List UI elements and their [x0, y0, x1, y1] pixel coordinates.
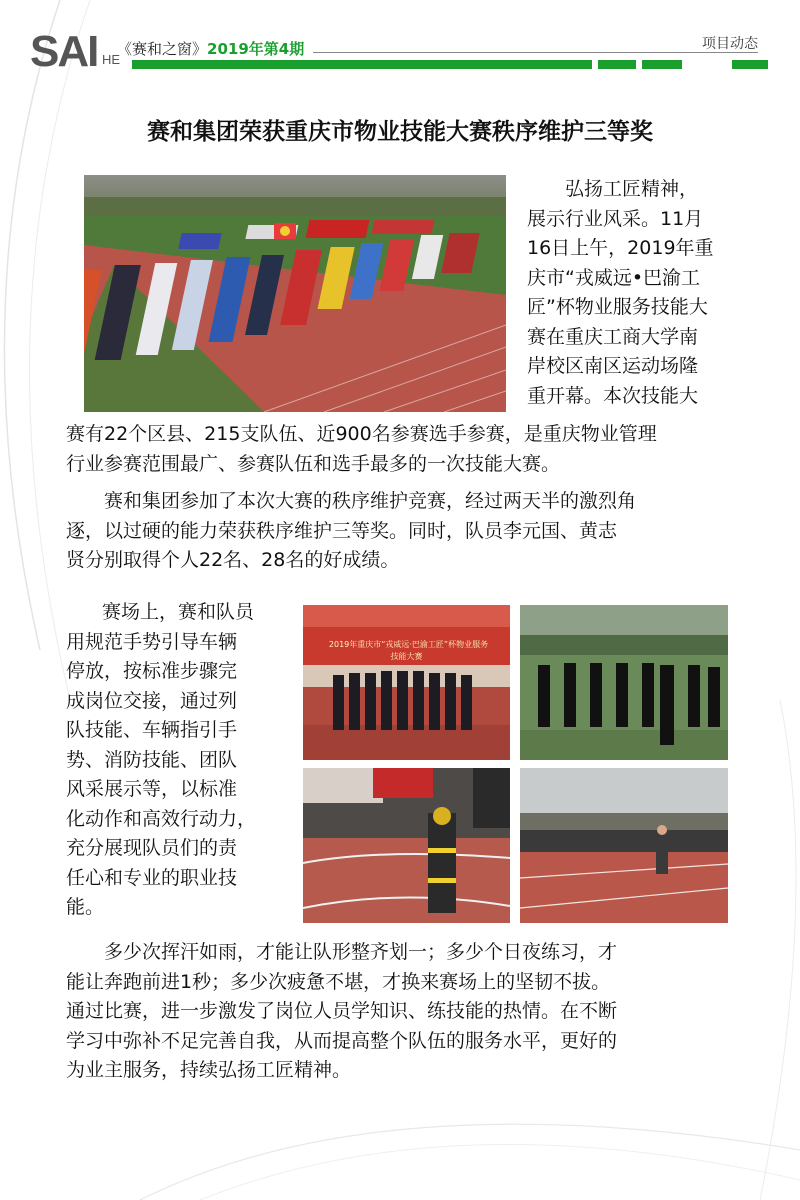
p1-full-line-1: 赛有22个区县、215支队伍、近900名参赛选手参赛，是重庆物业管理: [66, 423, 657, 445]
p2-line-2: 逐，以过硬的能力荣获秩序维护三等奖。同时，队员李元国、黄志: [66, 519, 618, 542]
running-race-photo: [520, 768, 728, 923]
firefighting-skill-photo: [303, 768, 510, 923]
header-rule: [313, 52, 758, 53]
p3-line-10: 任心和专业的职业技: [66, 866, 238, 889]
p3-line-6: 势、消防技能、团队: [66, 748, 238, 771]
p1-line-3: 16日上午，2019年重: [527, 237, 714, 259]
stage-banner-text: 2019年重庆市“戎威远·巴渝工匠”杯物业服务: [328, 640, 489, 649]
p1-line-6: 赛在重庆工商大学南: [527, 325, 699, 348]
p3-line-9: 充分展现队员们的责: [66, 837, 238, 859]
header-bar-seg-3: [732, 60, 768, 69]
p3-line-7: 风采展示等，以标准: [66, 778, 238, 800]
p3-line-3: 停放，按标准步骤完: [66, 660, 238, 682]
header-bar-seg-2: [642, 60, 682, 69]
p2-line-1: 赛和集团参加了本次大赛的秩序维护竞赛，经过两天半的激烈角: [104, 490, 637, 512]
header-bar-seg-1: [598, 60, 636, 69]
paragraph-1-full: [66, 420, 756, 479]
header-bar-main: [132, 60, 592, 69]
paragraph-2: [66, 487, 756, 576]
p4-line-1: 多少次挥汗如雨，才能让队形整齐划一；多少个日夜练习，才: [104, 941, 618, 963]
paragraph-4: [66, 938, 756, 1086]
paragraph-3: [66, 598, 291, 923]
paragraph-1-side: [527, 175, 745, 411]
p1-line-1: 弘扬工匠精神，: [565, 178, 699, 200]
p1-line-2: 展示行业风采。11月: [527, 207, 704, 230]
brand-logo-sub: HE: [102, 52, 121, 67]
issue-number: 2019年第4期: [207, 40, 305, 58]
p3-line-5: 队技能、车辆指引手: [66, 719, 238, 741]
p4-line-4: 学习中弥补不足完善自我，从而提高整个队伍的服务水平，更好的: [66, 1029, 618, 1052]
p1-line-4: 庆市“戎威远•巴渝工: [527, 266, 701, 289]
stadium-aerial-photo: [84, 175, 506, 412]
p3-line-11: 能。: [66, 896, 105, 918]
p3-line-4: 成岗位交接，通过列: [66, 689, 238, 712]
p4-line-3: 通过比赛，进一步激发了岗位人员学知识、练技能的热情。在不断: [66, 1000, 618, 1022]
p1-line-8: 重开幕。本次技能大: [527, 384, 699, 407]
p3-line-8: 化动作和高效行动力，: [66, 807, 257, 830]
issue-prefix: 《赛和之窗》: [117, 40, 208, 58]
p4-line-2: 能让奔跑前进1秒；多少次疲惫不堪，才换来赛场上的坚韧不拔。: [66, 970, 611, 993]
p1-line-7: 岸校区南区运动场隆: [527, 355, 699, 377]
stage-banner-subtext: 技能大赛: [390, 652, 423, 661]
section-label: 项目动态: [702, 36, 758, 52]
security-team-lineup-photo: [520, 605, 728, 760]
issue-label: [117, 38, 304, 59]
p4-line-5: 为业主服务，持续弘扬工匠精神。: [66, 1059, 352, 1081]
p1-full-line-2: 行业参赛范围最广、参赛队伍和选手最多的一次技能大赛。: [66, 452, 561, 475]
p3-line-2: 用规范手势引导车辆: [66, 630, 238, 653]
p2-line-3: 贤分别取得个人22名、28名的好成绩。: [66, 549, 400, 571]
team-lineup-stage-photo: [303, 605, 510, 760]
article-title: 赛和集团荣获重庆市物业技能大赛秩序维护三等奖: [147, 119, 653, 145]
p1-line-5: 匠”杯物业服务技能大: [527, 296, 708, 318]
brand-logo: SAI: [30, 27, 98, 76]
p3-line-1: 赛场上，赛和队员: [102, 601, 255, 623]
